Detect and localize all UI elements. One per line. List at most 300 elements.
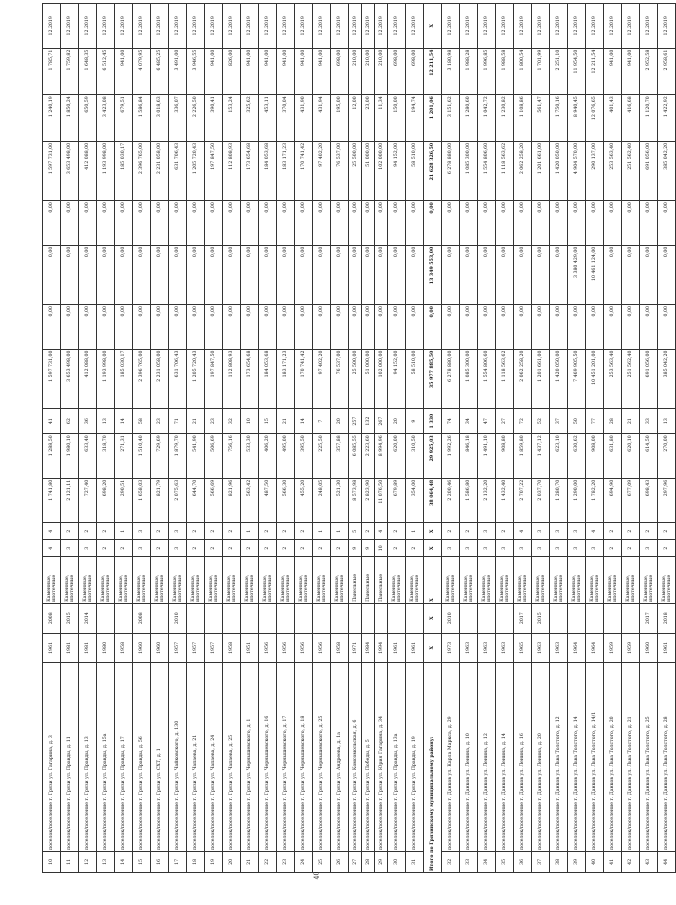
table-cell: 1 988,28 [460,48,478,95]
table-cell: 11 954,50 [568,48,586,95]
table-cell: Каменные, ипотечные [460,557,478,604]
table-cell: 2 396 765,00 [133,349,151,408]
table-cell: 3 [169,523,187,540]
table-cell: 0,00 [223,245,241,304]
table-cell: 0,00 [259,201,277,246]
table-cell: 12 211,54 [424,48,442,95]
table-cell: 677,09 [622,478,640,523]
table-cell: 0,00 [43,305,61,350]
table-cell: 0,00 [460,305,478,350]
table-cell [277,603,295,633]
table-cell: 267 [375,408,388,433]
table-cell: 0,00 [223,305,241,350]
table-row [532,4,550,873]
table-cell: 3 [169,540,187,557]
table-cell: 12.2019 [388,4,406,49]
table-cell: 406,20 [259,434,277,479]
table-cell: 1 741,80 [43,478,61,523]
table-cell: 36 [514,851,532,872]
table-cell: 1957 [169,633,187,663]
table-cell: Каменные, ипотечные [115,557,133,604]
table-cell: 631 706,43 [169,141,187,200]
table-cell: 76 537,00 [331,349,349,408]
table-cell: 12.2019 [460,4,478,49]
table-cell: поселок/поселение г. Грязи ул. Правды, д. 56 [133,663,151,852]
table-cell: Каменные, ипотечные [514,557,532,604]
table-cell: 401,43 [604,95,622,142]
table-cell: 3 [532,523,550,540]
table-cell: 38 [550,851,568,872]
table-cell: 2 [241,540,259,557]
table-cell: 0,00 [460,201,478,246]
table-cell [604,603,622,633]
table-cell: 1960 [640,633,658,663]
table-row [259,4,277,873]
table-cell: 2 121,11 [61,478,79,523]
table-cell: 1956 [277,633,295,663]
table-cell: 1 597 731,00 [43,141,61,200]
table-cell: 941,00 [241,48,259,95]
table-cell: 0,00 [442,305,460,350]
table-cell: 12.2019 [115,4,133,49]
table-row [205,4,223,873]
table-cell: 0,00 [295,201,313,246]
table-cell: 2 [362,523,375,540]
table-cell: 1 118 563,62 [496,349,514,408]
table-cell [478,603,496,633]
table-cell: Каменные, ипотечные [658,557,676,604]
table-cell: 51 000,00 [362,349,375,408]
table-cell: 0,00 [313,245,331,304]
table-cell: 0,00 [331,305,349,350]
table-cell: 0,00 [622,245,640,304]
table-cell: Каменные, ипотечные [151,557,169,604]
table-cell: 694,90 [604,478,622,523]
table-cell: 1959 [622,633,640,663]
table-cell: 566,69 [205,478,223,523]
table-cell: 0,00 [478,201,496,246]
table-cell: 15 [133,851,151,872]
table-cell: 1 [115,523,133,540]
table-cell: 1 [331,523,349,540]
table-cell: 28 [362,851,375,872]
table-cell: 3 [79,540,97,557]
table-cell: 2 [388,523,406,540]
table-cell: 23,00 [362,95,375,142]
table-cell: 12.2019 [205,4,223,49]
table-cell: 633,40 [79,434,97,479]
table-cell: 40 [586,851,604,872]
table-cell: 0,00 [295,245,313,304]
table-cell: 12.2019 [259,4,277,49]
table-cell: 1 201 661,00 [532,349,550,408]
table-cell: поселок/поселение г. Данков ул. Льва Толстого, д. 28 [658,663,676,852]
table-cell: поселок/поселение г. Грязи ул. Комсомольская, д. 6 [349,663,362,852]
table-cell: 253 563,40 [604,141,622,200]
table-cell: 1961 [658,633,676,663]
table-cell: 2015 [532,603,550,633]
table-cell: Х [424,4,442,49]
table-cell: Панельные [349,557,362,604]
table-cell: 2 [406,540,424,557]
table-cell: 325,62 [241,95,259,142]
table-cell: 0,00 [478,305,496,350]
table-cell: поселок/поселение г. Данков ул. Льва Толстого, д. 14 [568,663,586,852]
table-cell: 4 [514,523,532,540]
table-cell: 0,00 [223,201,241,246]
table-cell: 1981 [79,633,97,663]
table-cell: 3 [442,540,460,557]
table-row [460,4,478,873]
table-cell: 1 [313,523,331,540]
table-row [277,4,295,873]
table-cell: поселок/поселение г. Грязи ул. Чернышевского, д. 16 [259,663,277,852]
table-cell: 52 [532,408,550,433]
table-cell: 170 741,42 [295,349,313,408]
table-cell [295,603,313,633]
table-cell: 0,00 [169,245,187,304]
table-cell: 50 [568,408,586,433]
table-cell: 21 628 326,50 [424,141,442,200]
table-cell: 21 [622,408,640,433]
table-cell: 14 [295,408,313,433]
table-cell: Каменные, ипотечные [496,557,514,604]
table-cell: 2 [442,523,460,540]
table-cell: 385 042,20 [658,349,676,408]
table-cell: 0,00 [277,201,295,246]
table-cell: 12.2019 [151,4,169,49]
table-cell: поселок/поселение г. Грязи ул. Правды, д. 13а [388,663,406,852]
table-cell: 0,00 [97,245,115,304]
table-cell: 2 [223,540,241,557]
table-cell: 225,50 [313,434,331,479]
table-cell: 21 [277,408,295,433]
table-cell: 12.2019 [478,4,496,49]
table-cell: 0,00 [349,245,362,304]
table-cell: 1 120,70 [640,95,658,142]
table-cell: 0,00 [362,245,375,304]
table-cell: 941,00 [313,48,331,95]
table-cell [349,603,362,633]
table-cell: 1 422,92 [658,95,676,142]
table-cell: 2017 [514,603,532,633]
table-cell: 3 [460,540,478,557]
table-cell: 1960 [151,633,169,663]
table-cell: Каменные, ипотечные [331,557,349,604]
table-cell: 1 193 998,00 [97,141,115,200]
table-cell: 150,00 [388,95,406,142]
table-cell: 2 [622,523,640,540]
table-cell: 3 423,08 [97,95,115,142]
table-cell: 698,43 [640,478,658,523]
table-cell: 2 [151,540,169,557]
table-cell: 1 759,82 [61,48,79,95]
table-cell: 20 [223,851,241,872]
table-cell: поселок/поселение г. Данков ул. Льва Толстого, д. 21 [622,663,640,852]
table-cell: 310,50 [406,434,424,479]
table-cell: поселок/поселение г. Данков ул. Льва Толстого, д. 20 [604,663,622,852]
table-cell: 2 [313,540,331,557]
table-cell: 0,00 [115,245,133,304]
table-row [187,4,205,873]
table-cell: 3 018,63 [151,95,169,142]
table-cell: 4 [43,540,61,557]
table-cell: 729,69 [151,434,169,479]
table-cell: 2 707,22 [514,478,532,523]
table-cell: 2 132,20 [478,478,496,523]
table-cell: Каменные, ипотечные [313,557,331,604]
table-cell: 1 554 806,60 [478,141,496,200]
table-cell: 14 [115,851,133,872]
table-cell: 941,00 [604,48,622,95]
table-cell: 0,00 [151,305,169,350]
table-cell: 1 108,86 [514,95,532,142]
table-cell: 1 785,71 [43,48,61,95]
table-cell: 2 [79,523,97,540]
table-cell: 1956 [295,633,313,663]
table-cell: 566,30 [277,478,295,523]
table-cell: 1963 [478,633,496,663]
table-cell: 30 [388,851,406,872]
table-cell: 1964 [586,633,604,663]
table-cell: 173 654,68 [241,349,259,408]
table-cell: 1 193 998,00 [97,349,115,408]
table-row [295,4,313,873]
table-cell: 2 [277,540,295,557]
table-cell: 2 [295,523,313,540]
table-cell [331,603,349,633]
table-cell: 1984 [362,633,375,663]
table-cell: 3 [478,523,496,540]
table-cell: 4 [586,523,604,540]
table-cell: 16 [151,851,169,872]
table-cell: 0,00 [550,245,568,304]
table-row [568,4,586,873]
table-cell: 3 [478,540,496,557]
table-cell: 679,51 [115,95,133,142]
table-cell: 416,68 [622,95,640,142]
table-cell: Каменные, ипотечные [277,557,295,604]
table-cell: 1 432,40 [496,478,514,523]
table-cell: 0,00 [241,245,259,304]
table-cell: 0,00 [514,201,532,246]
table-cell: 14 [115,408,133,433]
table-cell: 197 847,50 [205,349,223,408]
table-cell: 43 [640,851,658,872]
table-cell: 453,11 [259,95,277,142]
table-cell: 21 [187,408,205,433]
table-cell: поселок/поселение г. Грязи ул. Чапаева, д. 24 [205,663,223,852]
table-cell: 821,79 [151,478,169,523]
table-cell: 0,00 [604,305,622,350]
table-cell: 12.2019 [640,4,658,49]
table-row [388,4,406,873]
table-cell: поселок/поселение г. Данков ул. Ленина, д. 12 [478,663,496,852]
table-cell: 0,00 [349,305,362,350]
table-cell: 76 537,00 [331,141,349,200]
table-cell: 1 290,00 [568,478,586,523]
table-cell: 0,00 [169,305,187,350]
table-cell: 0,00 [259,305,277,350]
table-cell: Каменные, ипотечные [223,557,241,604]
table-cell: 0,00 [532,201,550,246]
table-cell: 3 [133,540,151,557]
table-cell: Х [424,633,442,663]
table-cell: 25 [313,851,331,872]
table-cell: поселок/поселение г. Данков ул. Ленина, д. 20 [532,663,550,852]
table-cell: 1 701,99 [532,48,550,95]
table-cell: 11,34 [375,95,388,142]
table-cell: 0,00 [61,245,79,304]
table-cell: 1963 [496,633,514,663]
table-cell [375,603,388,633]
table-cell: 1961 [43,633,61,663]
table-cell: 1980 [97,633,115,663]
table-row [115,4,133,873]
table-cell: 1 [406,523,424,540]
table-cell: поселок/поселение г. Грязи ул. Правды, д. 11 [61,663,79,852]
table-cell: 0,00 [406,305,424,350]
table-cell: 2 231 058,00 [151,141,169,200]
table-cell: 185 030,17 [115,349,133,408]
table-cell: 0,00 [313,201,331,246]
table-row [362,4,375,873]
table-cell: 1951 [241,633,259,663]
table-cell: 11 [61,851,79,872]
table-cell: 2 [187,540,205,557]
table-cell: 0,00 [658,245,676,304]
table-cell [460,603,478,633]
table-cell: 0,00 [375,305,388,350]
table-row [241,4,259,873]
table-cell: 533,30 [241,434,259,479]
table-cell: 3 180,98 [442,48,460,95]
table-cell: поселок/поселение г. Данков ул. Карла Маркса, д. 29 [442,663,460,852]
table-cell: 4 079,95 [133,48,151,95]
table-cell: 183 171,23 [277,141,295,200]
table-cell: Каменные, ипотечные [187,557,205,604]
table-cell: 20 [388,408,406,433]
table-cell: 37 [532,851,550,872]
table-cell: 0,00 [205,245,223,304]
table-cell: 0,00 [388,245,406,304]
table-cell: 35 [496,851,514,872]
table-cell: 631,80 [604,434,622,479]
table-cell: Панельные [375,557,388,604]
table-cell: 27 [349,851,362,872]
table-row [331,4,349,873]
table-cell: 0,00 [658,201,676,246]
table-cell: 821,96 [223,478,241,523]
table-cell: 0,00 [568,305,586,350]
table-cell: 0,00 [586,201,604,246]
table-row [604,4,622,873]
table-cell: 541,90 [187,434,205,479]
table-cell: 12.2019 [349,4,362,49]
table-cell: 650,59 [79,95,97,142]
table-cell: 1 491,10 [478,434,496,479]
table-cell: 37 [550,408,568,433]
table-cell: поселок/поселение г. Грязи ул. СХТ, д. 1 [151,663,169,852]
table-cell: 0,00 [375,201,388,246]
table-cell [115,603,133,633]
table-cell: 1 201 661,00 [532,141,550,200]
table-cell: 29 925,03 [424,434,442,479]
table-cell: 1 586,84 [133,95,151,142]
table-cell: 941,00 [259,48,277,95]
table-cell [388,603,406,633]
table-cell: 12.2019 [79,4,97,49]
table-cell: 2 [223,523,241,540]
table-body [43,4,676,873]
table-cell: 248,05 [313,478,331,523]
table-cell: 0,00 [241,201,259,246]
table-row [43,4,61,873]
table-cell: 941,00 [622,48,640,95]
table-cell: 183 171,23 [277,349,295,408]
table-cell: Х [424,540,442,557]
table-cell: 3 946,55 [187,48,205,95]
table-cell: Каменные, ипотечные [478,557,496,604]
table-cell: 12.2019 [313,4,331,49]
table-cell: 1 859,80 [514,434,532,479]
table-cell: 2 952,58 [640,48,658,95]
table-cell: 2 [205,523,223,540]
table-cell: 27 [496,408,514,433]
table-row [223,4,241,873]
table-cell: 33 [640,408,658,433]
table-cell: 2 226,50 [187,95,205,142]
table-cell: поселок/поселение г. Грязи ул. Юрия Гагарина, д. 34 [375,663,388,852]
table-cell: 2008 [43,603,61,633]
table-cell: 354,00 [406,478,424,523]
table-cell: 1961 [406,633,424,663]
table-cell: 1958 [115,633,133,663]
table-cell [223,603,241,633]
table-cell: 0,00 [277,245,295,304]
table-cell: 29 [375,851,388,872]
table-cell: 12.2019 [622,4,640,49]
table-cell: 2 075,63 [169,478,187,523]
table-cell: 3 [61,540,79,557]
table-cell: поселок/поселение г. Грязи ул. Правды, д. 19 [406,663,424,852]
table-cell: 3 653 498,00 [61,141,79,200]
table-cell: 3 [640,540,658,557]
table-cell: 908,00 [586,434,604,479]
table-cell: 58 510,00 [406,349,424,408]
table-cell: 0,00 [115,305,133,350]
table-cell: поселок/поселение г. Данков ул. Льва Толстого, д. 14/1 [586,663,604,852]
table-cell: 12,00 [349,95,362,142]
table-cell: 23 [151,408,169,433]
table-cell: 756,16 [223,434,241,479]
table-cell: 1 782,20 [586,478,604,523]
table-cell: 370,04 [277,95,295,142]
table-cell: Каменные, ипотечные [169,557,187,604]
table-cell: 563,42 [241,478,259,523]
table-cell: 97 402,20 [313,349,331,408]
table-cell: 0,00 [313,305,331,350]
table-cell: 691 056,00 [640,349,658,408]
table-cell: 12 [79,851,97,872]
table-cell: 431,94 [313,95,331,142]
table-cell: 4 [43,523,61,540]
table-cell: 2 396 765,00 [133,141,151,200]
table-cell: 1965 [514,633,532,663]
total-label-cell: Итого по Грязинскому муниципальному району: [424,663,442,873]
table-cell: 42 [622,851,640,872]
table-cell: 0,00 [640,245,658,304]
